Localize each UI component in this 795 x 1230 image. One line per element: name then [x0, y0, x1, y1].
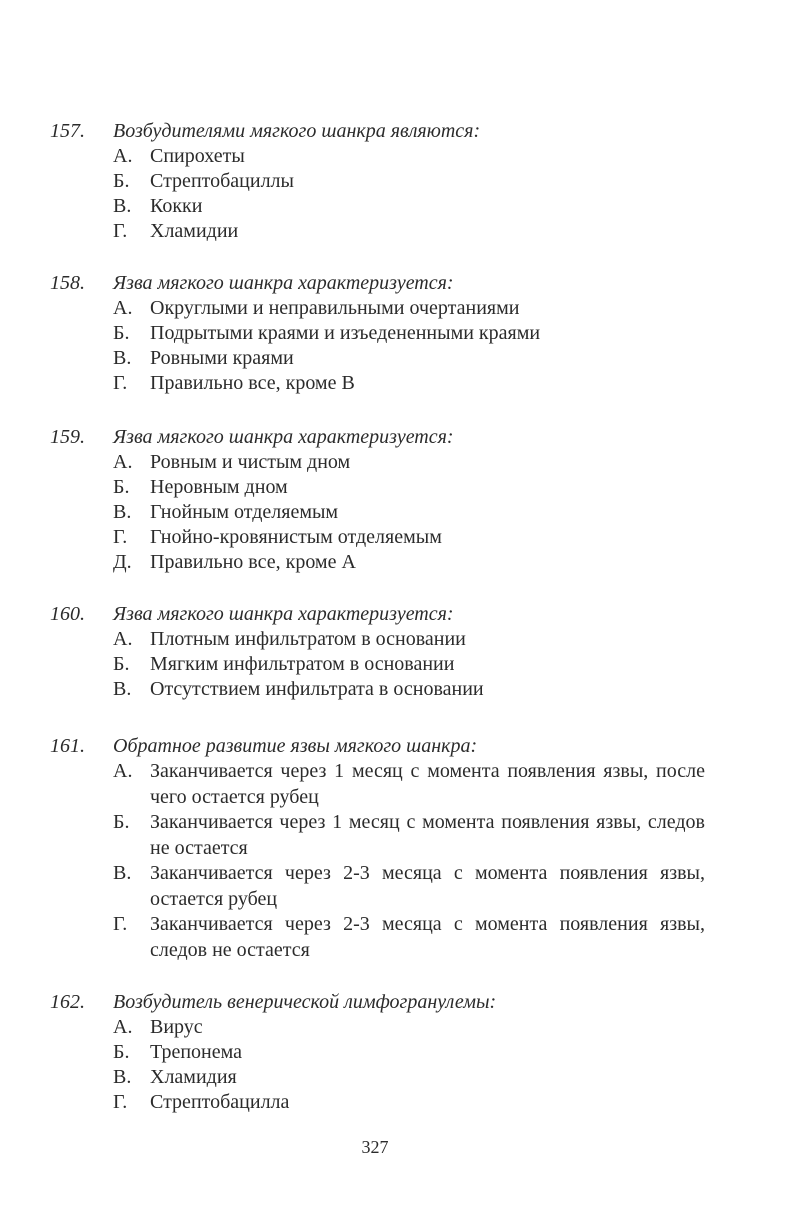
question-161 — [0, 733, 795, 963]
option-letter: А. — [113, 760, 133, 782]
answer-option — [0, 1015, 795, 1040]
option-text: Ровным и чистым дном — [150, 451, 351, 473]
answer-option — [0, 550, 795, 575]
option-text: Вирус — [150, 1016, 203, 1038]
answer-option — [0, 677, 795, 702]
page-number: 327 — [361, 1137, 389, 1157]
question-header — [0, 989, 795, 1015]
option-letter: В. — [113, 195, 132, 217]
option-text: Заканчивается через 2-3 месяца с момента появления язвы, следов не остается — [150, 913, 705, 961]
answer-option — [0, 296, 795, 321]
question-text: Язва мягкого шанкра характеризуется: — [113, 272, 454, 294]
option-letter: Г. — [113, 913, 128, 935]
answer-option — [0, 194, 795, 219]
option-text: Округлыми и неправильными очертаниями — [150, 297, 520, 319]
question-number: 159. — [50, 426, 85, 448]
option-letter: Г. — [113, 526, 128, 548]
option-text: Заканчивается через 2-3 месяца с момента появления язвы, остается рубец — [150, 862, 705, 910]
question-header — [0, 424, 795, 450]
question-number: 158. — [50, 272, 85, 294]
answer-option — [0, 1065, 795, 1090]
question-header — [0, 601, 795, 627]
question-160 — [0, 601, 795, 702]
answer-option — [0, 450, 795, 475]
option-letter: А. — [113, 451, 133, 473]
question-text: Язва мягкого шанкра характеризуется: — [113, 603, 454, 625]
option-letter: А. — [113, 1016, 133, 1038]
answer-option — [0, 475, 795, 500]
question-text: Обратное развитие язвы мягкого шанкра: — [113, 735, 478, 757]
option-text: Трепонема — [150, 1041, 243, 1063]
option-text: Заканчивается через 1 месяц с момента появления язвы, после чего остается рубец — [150, 760, 705, 808]
question-number: 161. — [50, 735, 85, 757]
answer-option — [0, 525, 795, 550]
option-letter: В. — [113, 678, 132, 700]
question-header — [0, 270, 795, 296]
option-letter: А. — [113, 628, 133, 650]
option-text: Ровными краями — [150, 347, 294, 369]
answer-option — [0, 810, 795, 861]
question-text: Язва мягкого шанкра характеризуется: — [113, 426, 454, 448]
option-text: Неровным дном — [150, 476, 288, 498]
question-157 — [0, 118, 795, 244]
option-text: Хламидия — [150, 1066, 237, 1088]
answer-option — [0, 169, 795, 194]
option-letter: Г. — [113, 1091, 128, 1113]
answer-option — [0, 219, 795, 244]
option-text: Отсутствием инфильтрата в основании — [150, 678, 484, 700]
answer-option — [0, 912, 795, 963]
option-letter: Б. — [113, 1041, 130, 1063]
question-text: Возбудителями мягкого шанкра являются: — [113, 120, 481, 142]
question-text: Возбудитель венерической лимфогранулемы: — [113, 991, 497, 1013]
question-number: 160. — [50, 603, 85, 625]
option-text: Гнойным отделяемым — [150, 501, 339, 523]
option-letter: Д. — [113, 551, 132, 573]
answer-option — [0, 1040, 795, 1065]
option-text: Спирохеты — [150, 145, 245, 167]
answer-option — [0, 652, 795, 677]
answer-option — [0, 759, 795, 810]
question-header — [0, 733, 795, 759]
option-text: Мягким инфильтратом в основании — [150, 653, 455, 675]
option-letter: А. — [113, 297, 133, 319]
option-text: Стрептобациллы — [150, 170, 294, 192]
question-162 — [0, 989, 795, 1115]
question-number: 157. — [50, 120, 85, 142]
answer-option — [0, 861, 795, 912]
option-letter: В. — [113, 347, 132, 369]
option-letter: В. — [113, 862, 132, 884]
option-letter: В. — [113, 501, 132, 523]
option-text: Гнойно-кровянистым отделяемым — [150, 526, 442, 548]
option-letter: Б. — [113, 170, 130, 192]
question-159 — [0, 424, 795, 575]
option-letter: Г. — [113, 220, 128, 242]
option-text: Правильно все, кроме А — [150, 551, 356, 573]
option-letter: Г. — [113, 372, 128, 394]
option-letter: Б. — [113, 811, 130, 833]
option-letter: Б. — [113, 653, 130, 675]
option-text: Подрытыми краями и изъедененными краями — [150, 322, 541, 344]
answer-option — [0, 321, 795, 346]
question-header — [0, 118, 795, 144]
option-letter: В. — [113, 1066, 132, 1088]
option-text: Плотным инфильтратом в основании — [150, 628, 466, 650]
answer-option — [0, 1090, 795, 1115]
option-letter: Б. — [113, 322, 130, 344]
question-number: 162. — [50, 991, 85, 1013]
answer-option — [0, 144, 795, 169]
answer-option — [0, 627, 795, 652]
option-letter: А. — [113, 145, 133, 167]
answer-option — [0, 346, 795, 371]
option-text: Хламидии — [150, 220, 239, 242]
answer-option — [0, 500, 795, 525]
option-letter: Б. — [113, 476, 130, 498]
option-text: Кокки — [150, 195, 203, 217]
option-text: Стрептобацилла — [150, 1091, 290, 1113]
answer-option — [0, 371, 795, 396]
option-text: Заканчивается через 1 месяц с момента появления язвы, следов не остается — [150, 811, 705, 859]
question-158 — [0, 270, 795, 396]
option-text: Правильно все, кроме В — [150, 372, 355, 394]
